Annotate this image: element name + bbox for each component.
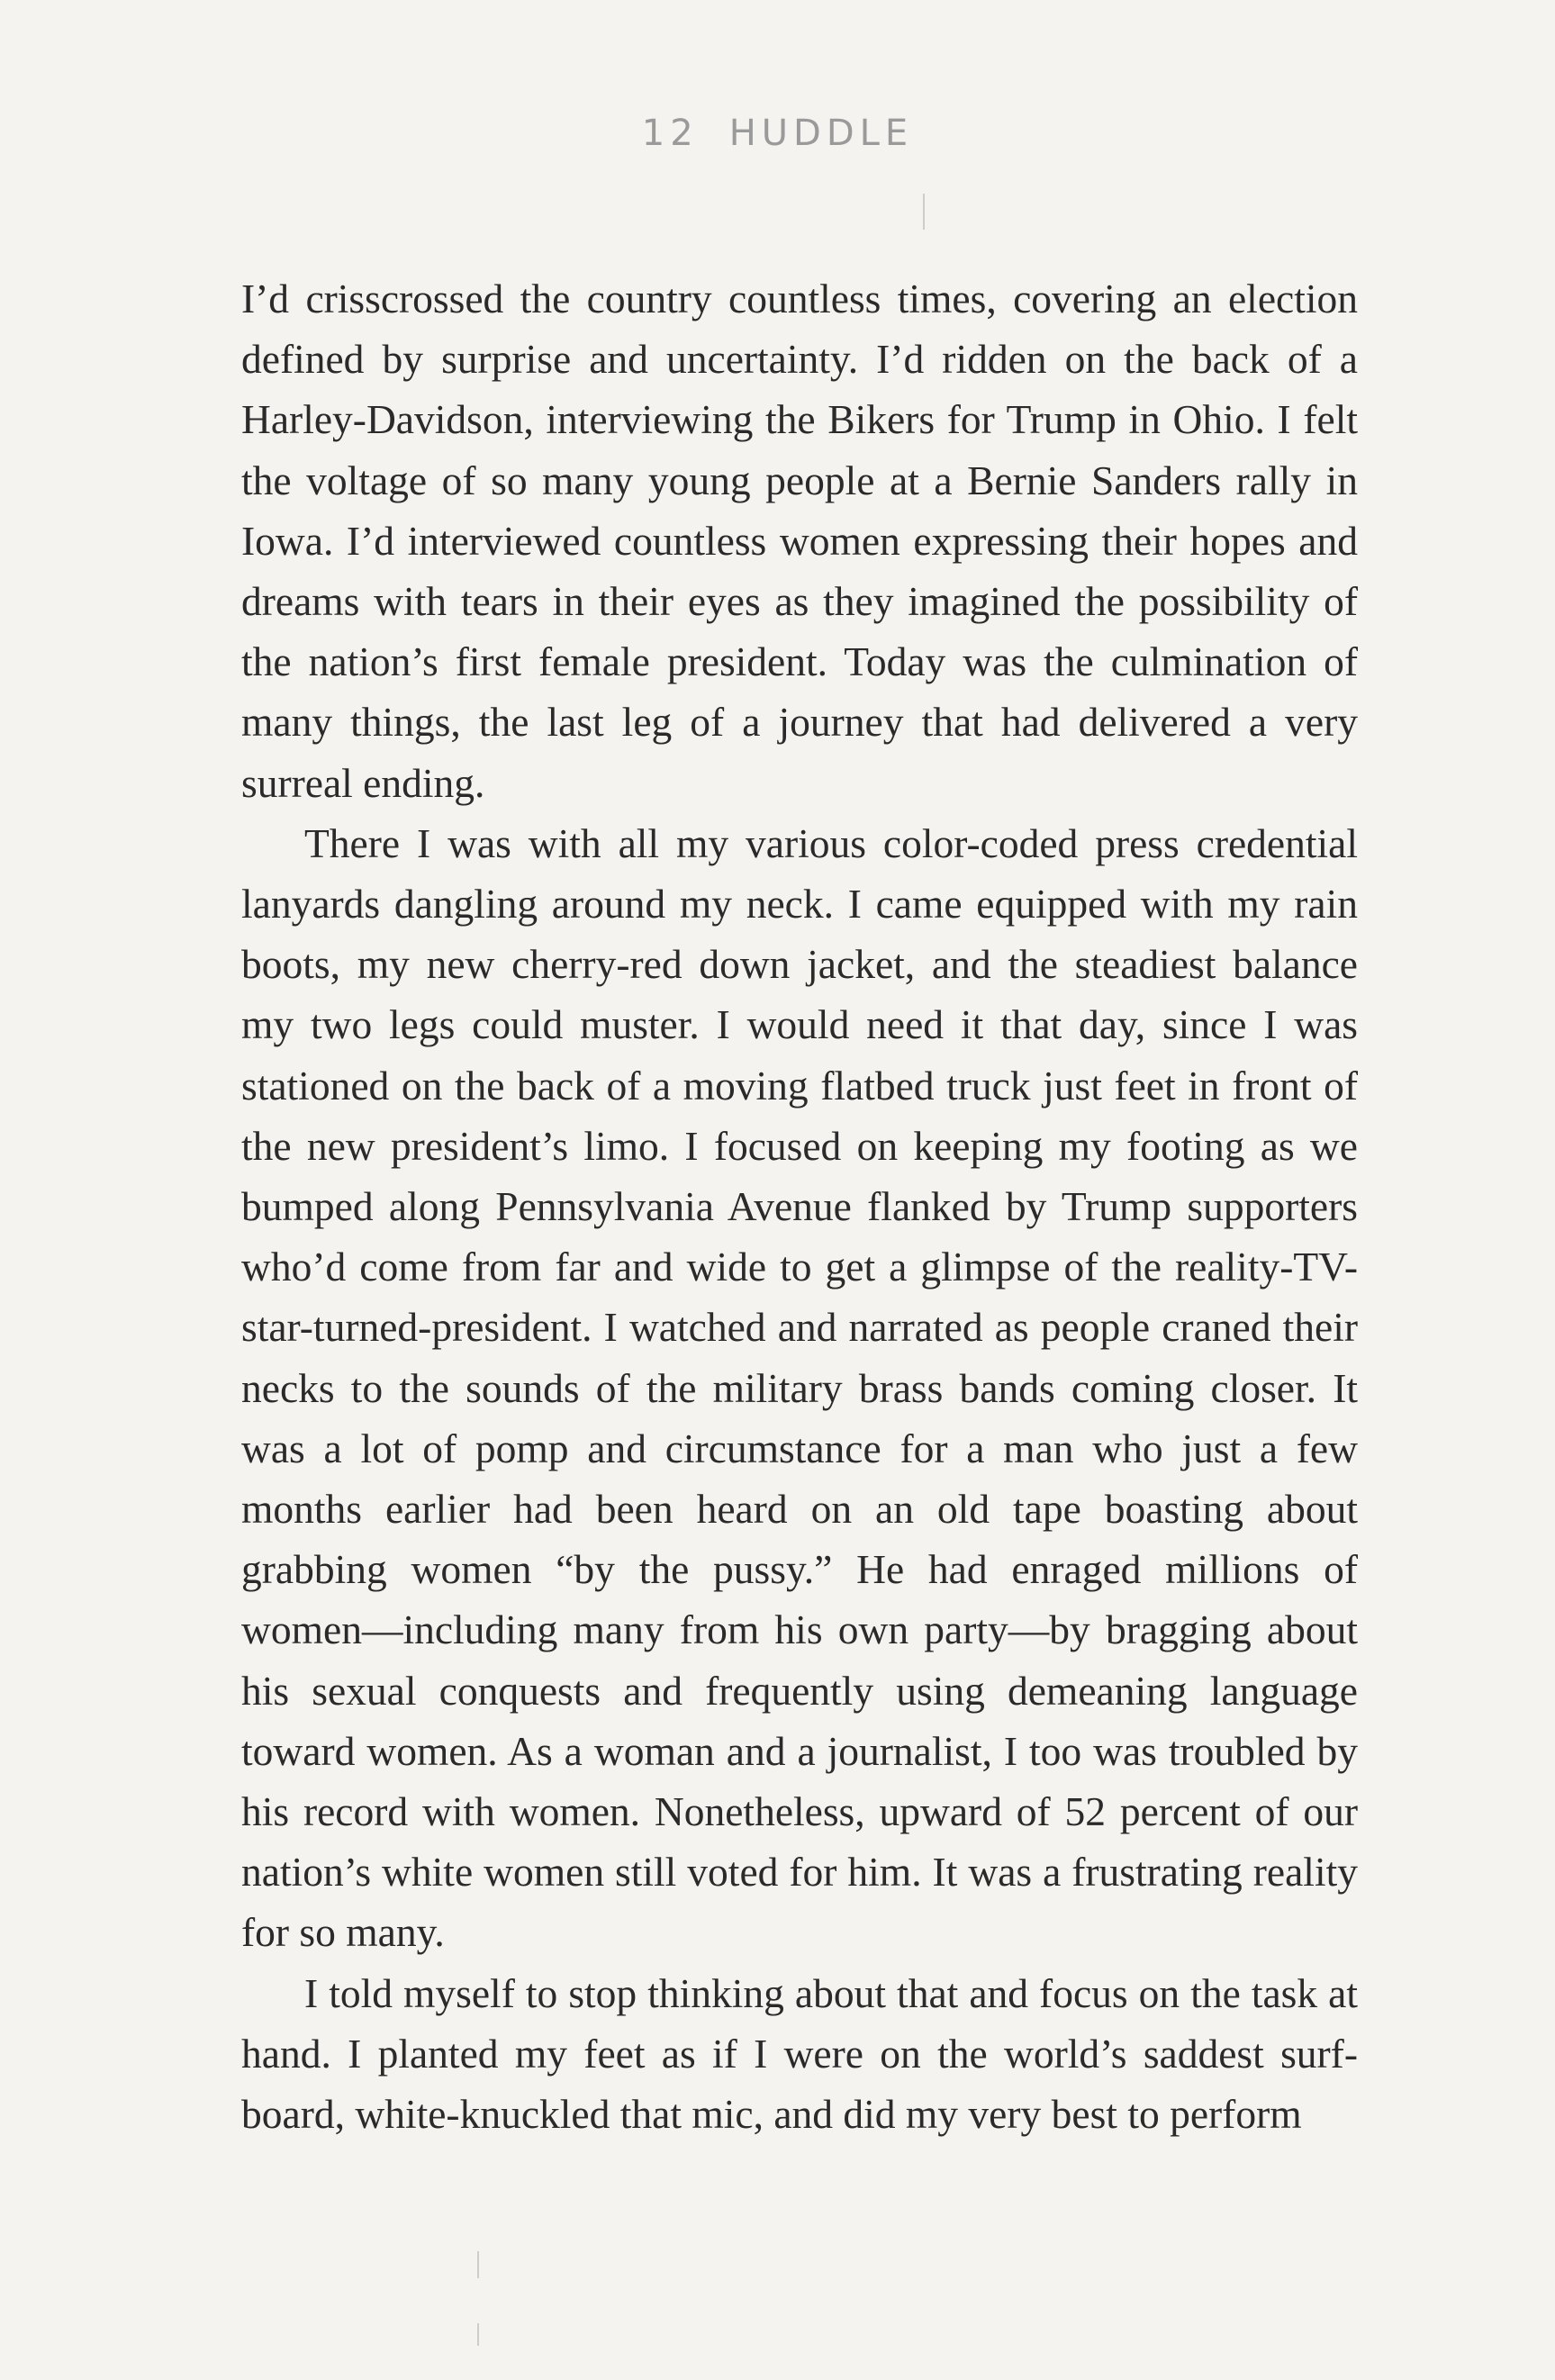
page-mark: [477, 2251, 479, 2278]
paragraph-3: I told myself to stop thinking about that and focus on the task at hand. I planted my feet as if I were on the world’s saddest surfboard, white-knuckled that mic, and did my very best to perform: [241, 1969, 1358, 2138]
chapter-title: HUDDLE: [728, 113, 914, 154]
page-mark: [923, 194, 925, 230]
page-mark: [477, 2323, 479, 2346]
running-head: [0, 113, 1555, 154]
paragraph-2: There I was with all my various color-coded press credential lanyards dangling around my neck. I came equipped with my rain boots, my new cherry-red down jacket, and the steadiest balance my two legs could muster. I would need it that day, since I was stationed on the back of a moving flatbed truck just feet in front of the new president’s limo. I focused on keeping my footing as we bumped along Pennsylvania Avenue flanked by Trump supporters who’d come from far and wide to get a glimpse of the reality-TV-star-turned-president. I watched and narrated as people craned their necks to the sounds of the military brass bands coming closer. It was a lot of pomp and circumstance for a man who just a few months earlier had been heard on an old tape boasting about grabbing women “by the pussy.” He had enraged millions of women—including many from his own party—by bragging about his sexual conquests and frequently using demeaning language toward women. As a woman and a journalist, I too was troubled by his record with women. Nonetheless, upward of 52 percent of our nation’s white women still voted for him. It was a frustrating reality for so many.: [241, 819, 1358, 1956]
page-number: 12: [641, 113, 699, 154]
paragraph-1: I’d crisscrossed the country countless times, covering an election defined by surprise and uncertainty. I’d ridden on the back of a Harley-Davidson, interviewing the Bikers for Trump in Ohio. I felt the voltage of so many young people at a Bernie Sanders rally in Iowa. I’d interviewed countless women expressing their hopes and dreams with tears in their eyes as they imagined the possibility of the nation’s first female president. Today was the culmination of many things, the last leg of a journey that had delivered a very surreal ending.: [241, 276, 1358, 806]
body-text: [241, 268, 1358, 2144]
